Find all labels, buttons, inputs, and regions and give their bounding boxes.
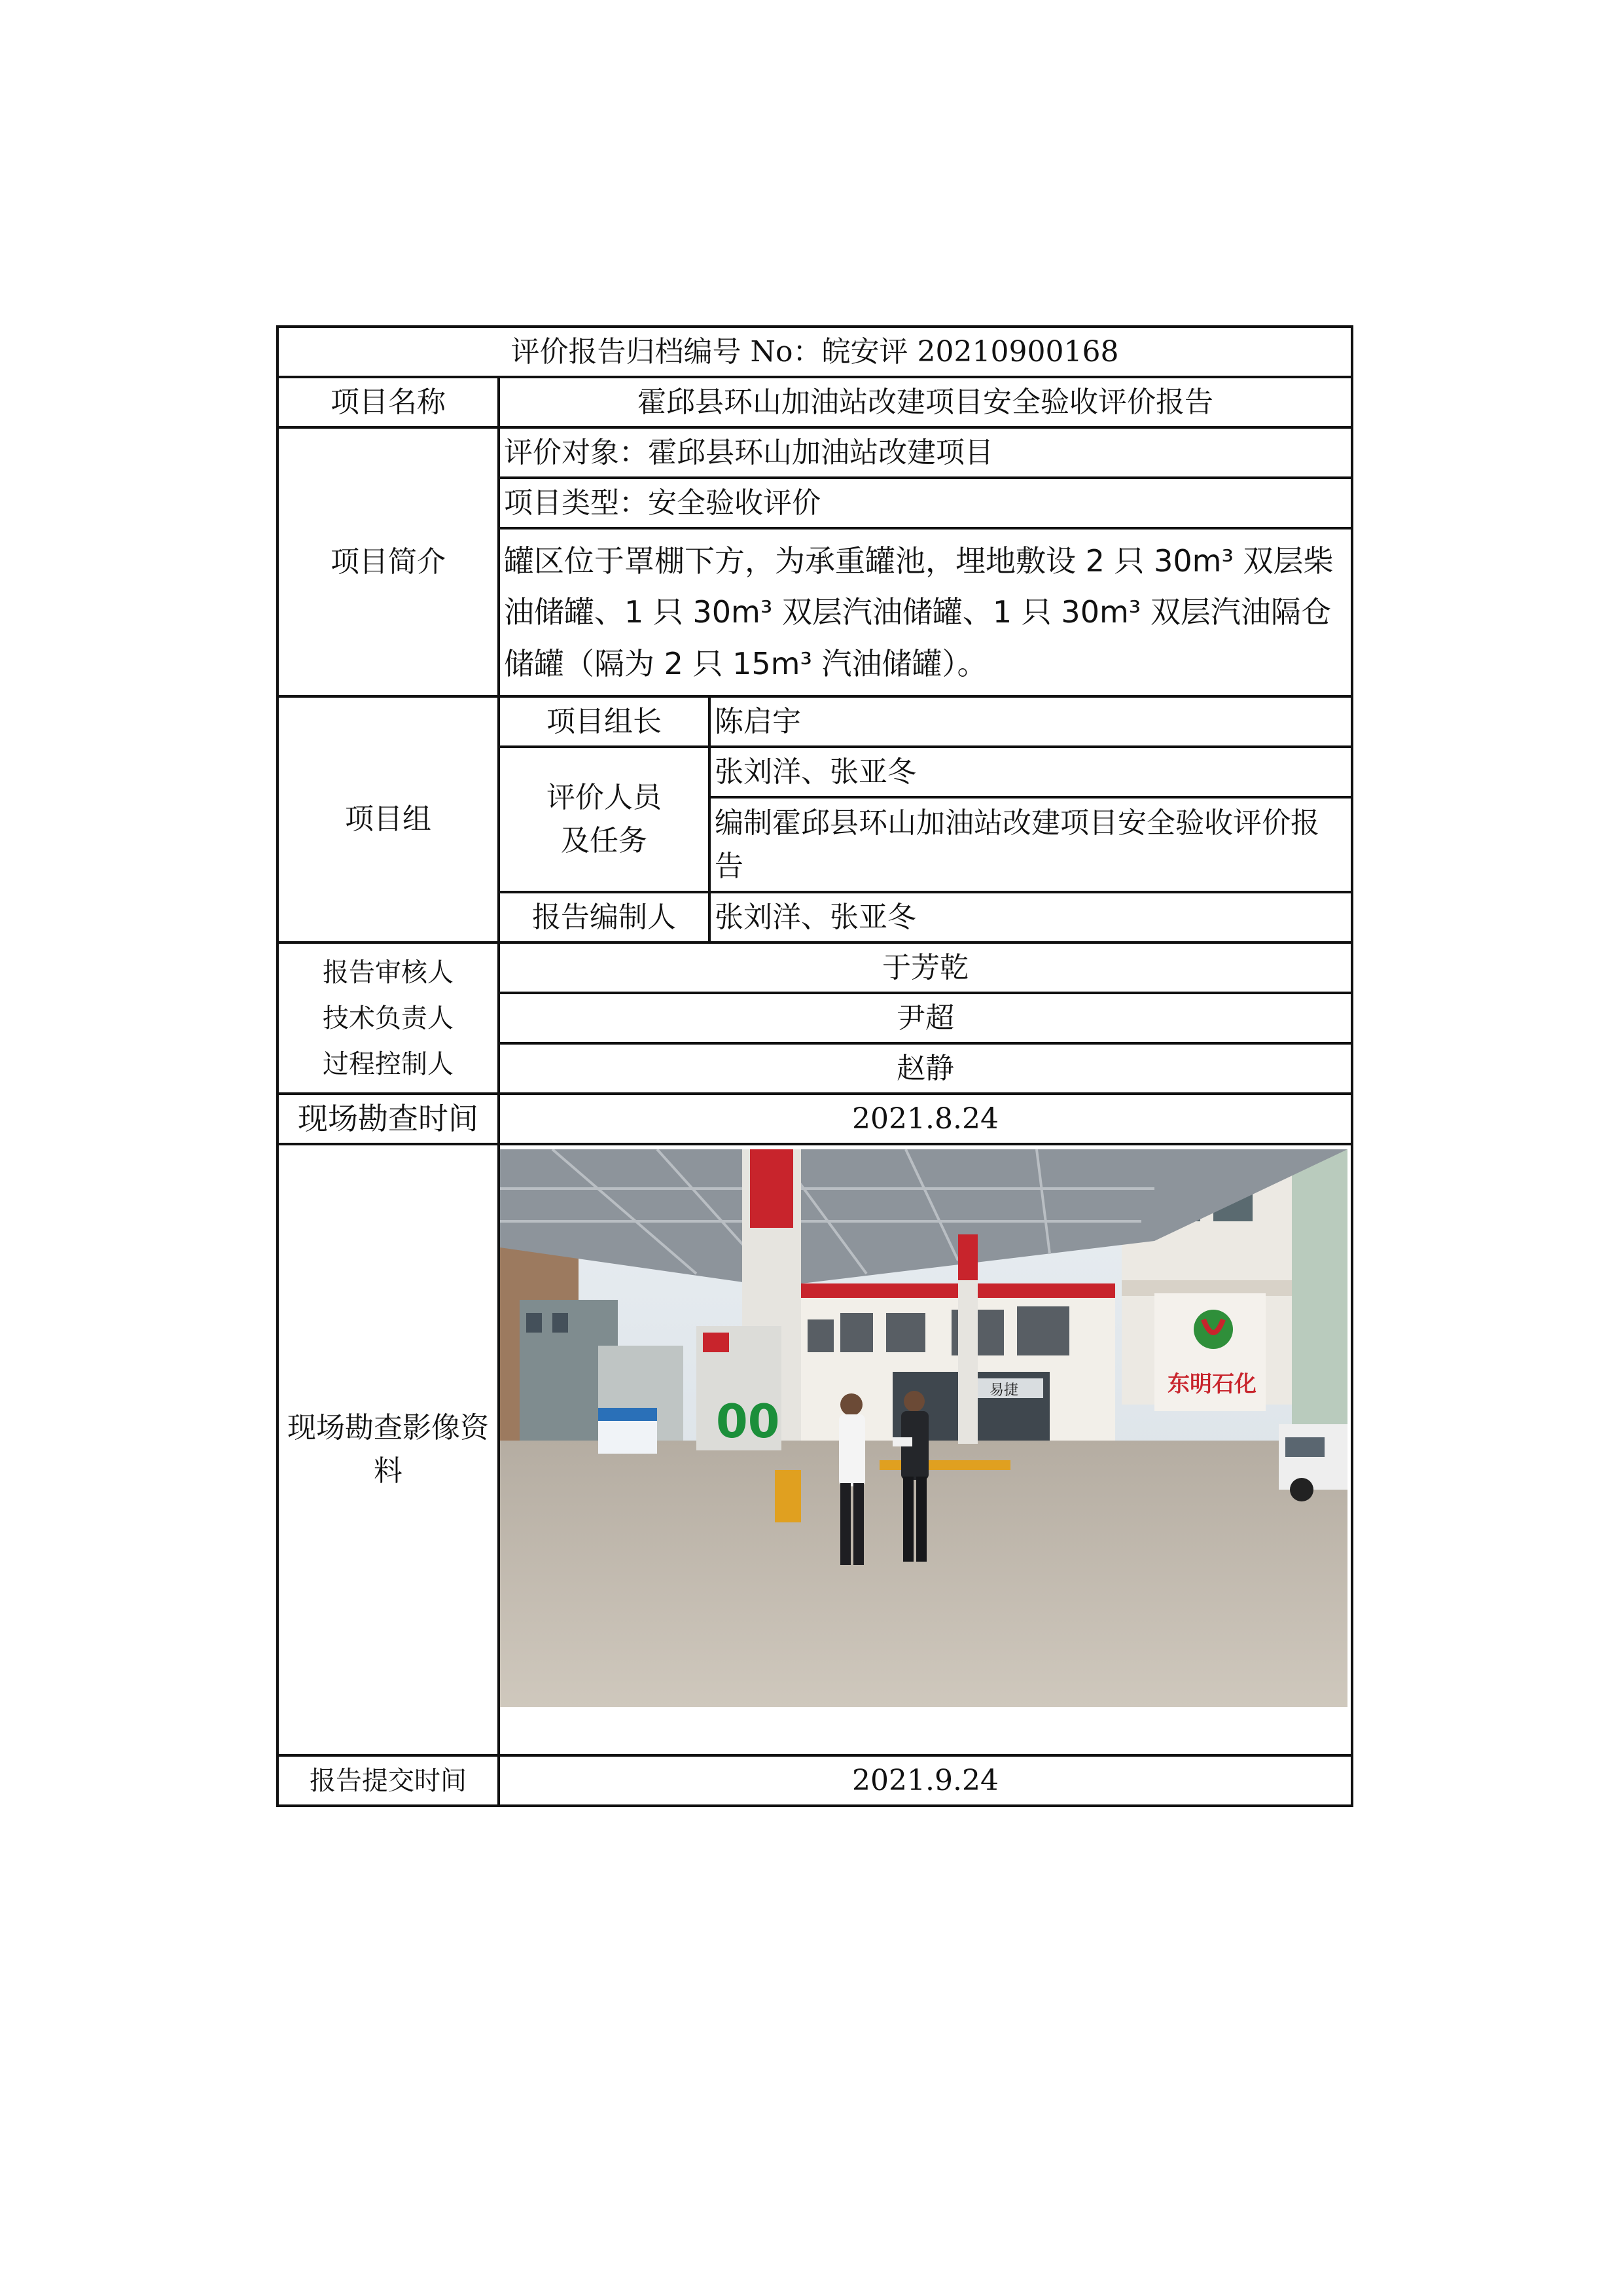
evaluators-label bbox=[499, 747, 709, 892]
evaluators-value: 张刘洋、张亚冬 bbox=[709, 747, 1352, 797]
tech-value: 尹超 bbox=[499, 993, 1352, 1043]
task-value: 编制霍邱县环山加油站改建项目安全验收评价报告 bbox=[709, 797, 1352, 892]
survey-time-label: 现场勘查时间 bbox=[277, 1094, 499, 1144]
leader-label: 项目组长 bbox=[499, 696, 709, 747]
reviewer-label: 报告审核人 bbox=[323, 957, 454, 988]
evaluators-label-line1: 评价人员 bbox=[546, 781, 662, 814]
survey-photo-label: 现场勘查影像资料 bbox=[277, 1144, 499, 1755]
pump-number: 00 bbox=[716, 1395, 780, 1448]
project-group-label: 项目组 bbox=[277, 696, 499, 942]
submit-time-value: 2021.9.24 bbox=[499, 1755, 1352, 1806]
evaluation-object: 评价对象：霍邱县环山加油站改建项目 bbox=[499, 427, 1352, 478]
survey-time-value: 2021.8.24 bbox=[499, 1094, 1352, 1144]
survey-photo-cell bbox=[499, 1144, 1352, 1755]
approvals-label bbox=[277, 942, 499, 1094]
shop-sign: 易捷 bbox=[990, 1382, 1019, 1399]
project-name-label: 项目名称 bbox=[277, 377, 499, 427]
project-name-value: 霍邱县环山加油站改建项目安全验收评价报告 bbox=[499, 377, 1352, 427]
process-value: 赵静 bbox=[499, 1043, 1352, 1094]
gas-station-photo bbox=[500, 1149, 1347, 1707]
reviewer-value: 于芳乾 bbox=[499, 942, 1352, 993]
archive-number: 评价报告归档编号 No：皖安评 20210900168 bbox=[277, 327, 1352, 377]
project-intro-label: 项目简介 bbox=[277, 427, 499, 696]
project-type: 项目类型：安全验收评价 bbox=[499, 478, 1352, 528]
leader-value: 陈启宇 bbox=[709, 696, 1352, 747]
submit-time-label: 报告提交时间 bbox=[277, 1755, 499, 1806]
compiler-value: 张刘洋、张亚冬 bbox=[709, 892, 1352, 942]
process-label: 过程控制人 bbox=[323, 1049, 454, 1079]
report-info-table bbox=[276, 325, 1353, 1807]
brand-sign: 东明石化 bbox=[1168, 1371, 1257, 1397]
compiler-label: 报告编制人 bbox=[499, 892, 709, 942]
tank-description: 罐区位于罩棚下方，为承重罐池，埋地敷设 2 只 30m³ 双层柴油储罐、1 只 30m³ 双层汽油储罐、1 只 30m³ 双层汽油隔仓储罐（隔为 2 只 15m³ 汽油储罐）。 bbox=[499, 528, 1352, 696]
tech-label: 技术负责人 bbox=[323, 1003, 454, 1033]
evaluators-label-line2: 及任务 bbox=[561, 824, 647, 857]
